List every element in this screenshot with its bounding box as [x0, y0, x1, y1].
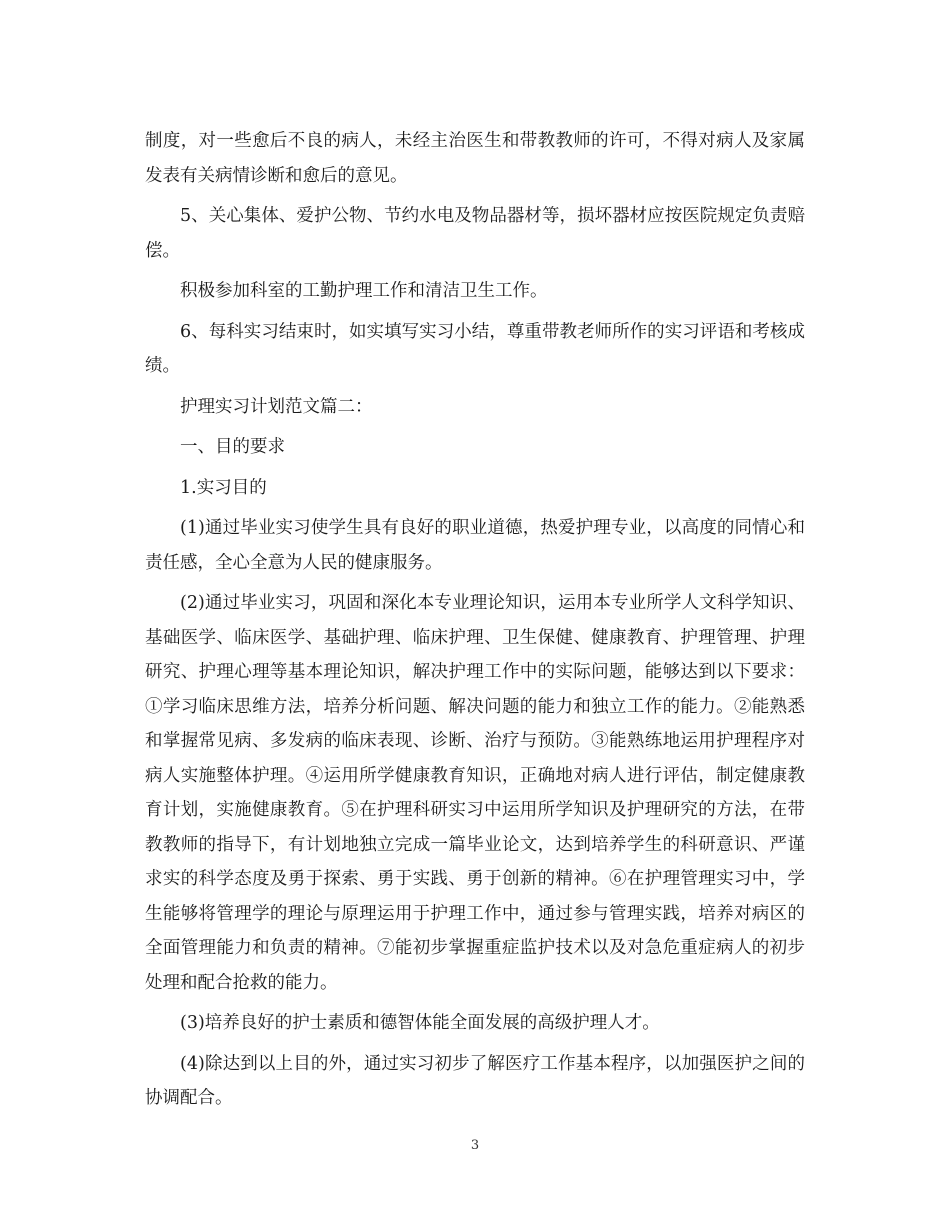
paragraph-purpose-1: (1)通过毕业实习使学生具有良好的职业道德，热爱护理专业，以高度的同情心和责任感，全心全意为人民的健康服务。 — [145, 518, 805, 573]
page-number: 3 — [470, 1138, 480, 1153]
page-body — [145, 124, 805, 1122]
heading-goals: 一、目的要求 — [180, 437, 285, 457]
section-title-part-two: 护理实习计划范文篇二： — [180, 396, 373, 417]
paragraph-purpose-3: (3)培养良好的护士素质和德智体能全面发展的高级护理人才。 — [180, 1013, 660, 1033]
paragraph-item-5: 5、关心集体、爱护公物、节约水电及物品器材等，损坏器材应按医院规定负责赔偿。 — [145, 206, 805, 261]
paragraph-continuation: 制度，对一些愈后不良的病人，未经主治医生和带教教师的许可，不得对病人及家属发表有关病情诊断和愈后的意见。 — [145, 131, 805, 186]
paragraph-purpose-4: (4)除达到以上目的外，通过实习初步了解医疗工作基本程序，以加强医护之间的协调配合。 — [145, 1053, 805, 1108]
paragraph-cleaning: 积极参加科室的工勤护理工作和清洁卫生工作。 — [180, 281, 548, 301]
paragraph-purpose-2: (2)通过毕业实习，巩固和深化本专业理论知识，运用本专业所学人文科学知识、基础医学、临床医学、基础护理、临床护理、卫生保健、健康教育、护理管理、护理研究、护理心理等基本理论知识，解决护理工作中的实际问题，能够达到以下要求：①学习临床思维方法，培养分析问题、解决问题的能力和独立工作的能力。②能熟悉和掌握常见病、多发病的临床表现、诊断、治疗与预防。③能熟练地运用护理程序对病人实施整体护理。④运用所学健康教育知识，正确地对病人进行评估，制定健康教育计划，实施健康教育。⑤在护理科研实习中运用所学知识及护理研究的方法，在带教教师的指导下，有计划地独立完成一篇毕业论文，达到培养学生的科研意识、严谨求实的科学态度及勇于探索、勇于实践、勇于创新的精神。⑥在护理管理实习中，学生能够将管理学的理论与原理运用于护理工作中，通过参与管理实践，培养对病区的全面管理能力和负责的精神。⑦能初步掌握重症监护技术以及对急危重症病人的初步处理和配合抢救的能力。 — [145, 593, 805, 993]
paragraph-item-6: 6、每科实习结束时，如实填写实习小结，尊重带教老师所作的实习评语和考核成绩。 — [145, 321, 805, 376]
heading-internship-purpose: 1.实习目的 — [180, 477, 267, 498]
